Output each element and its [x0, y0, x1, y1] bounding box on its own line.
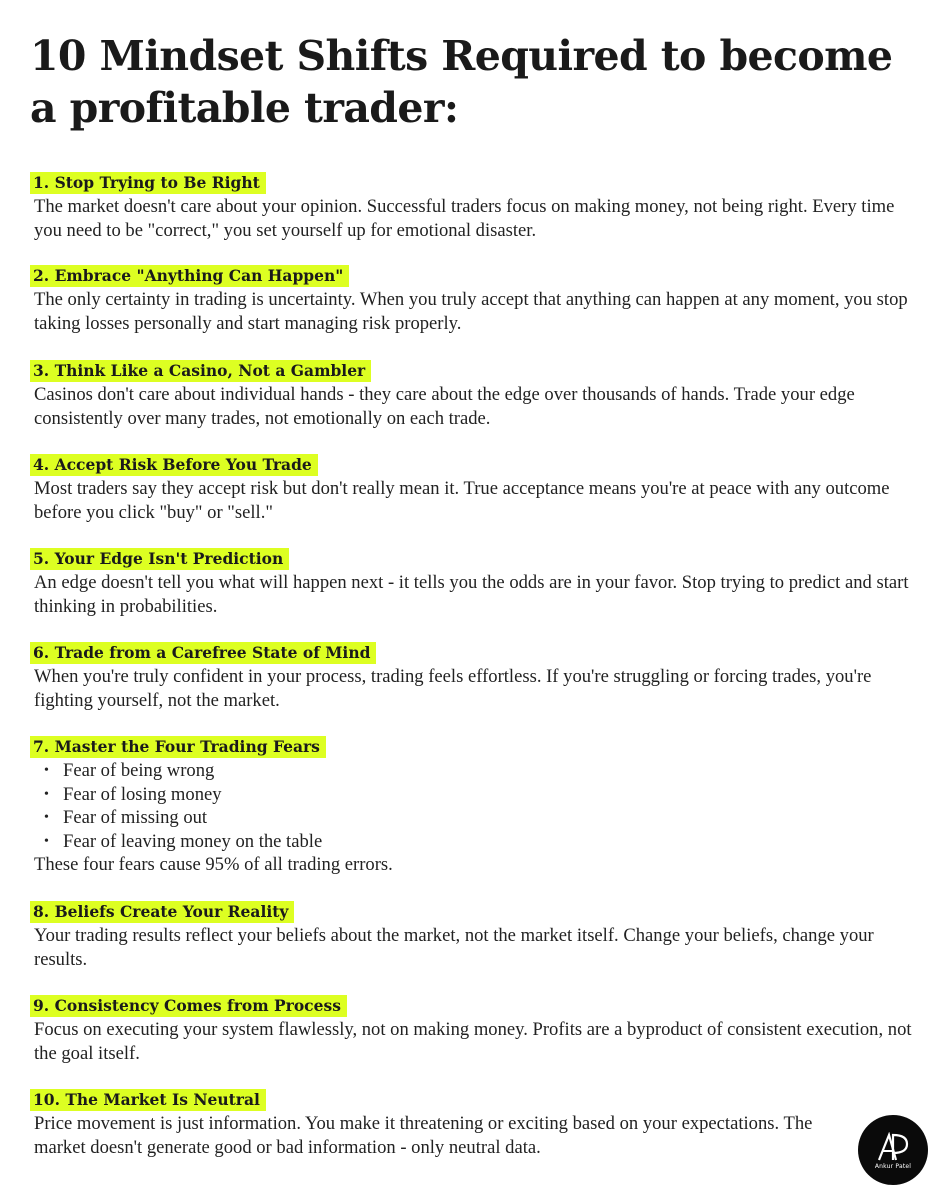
ap-monogram-icon [876, 1132, 910, 1162]
section-4 [34, 454, 924, 524]
section-heading: 4. Accept Risk Before You Trade [30, 454, 318, 476]
section-heading: 2. Embrace "Anything Can Happen" [30, 265, 349, 287]
section-5 [34, 548, 924, 618]
bullet-icon: • [44, 833, 49, 849]
section-body: Price movement is just information. You make it threatening or exciting based on your expectations. The market doesn't generate good or bad information - only neutral data. [34, 1113, 813, 1158]
section-heading: 1. Stop Trying to Be Right [30, 172, 266, 194]
section-1 [34, 172, 924, 242]
section-body: Focus on executing your system flawlessly, not on making money. Profits are a byproduct of consistent execution, not the goal itself. [34, 1019, 912, 1064]
section-body: Casinos don't care about individual hands - they care about the edge over thousands of hands. Trade your edge consistently over many trades, not emotionally on each trade. [34, 384, 855, 429]
section-heading: 10. The Market Is Neutral [30, 1089, 266, 1111]
bullet-icon: • [44, 786, 49, 802]
section-body: The market doesn't care about your opinion. Successful traders focus on making money, not being right. Every time you need to be "correct," you set yourself up for emotional disaster. [34, 196, 895, 241]
section-body: When you're truly confident in your process, trading feels effortless. If you're struggling or forcing trades, you're fighting yourself, not the market. [34, 666, 872, 711]
section-heading: 7. Master the Four Trading Fears [30, 736, 326, 758]
list-item-text: Fear of leaving money on the table [63, 830, 323, 852]
section-heading: 3. Think Like a Casino, Not a Gambler [30, 360, 371, 382]
page-title: 10 Mindset Shifts Required to become a profitable trader: [30, 32, 893, 132]
section-9 [34, 995, 924, 1065]
section-heading: 5. Your Edge Isn't Prediction [30, 548, 289, 570]
section-body: The only certainty in trading is uncertainty. When you truly accept that anything can happen at any moment, you stop taking losses personally and start managing risk properly. [34, 289, 908, 334]
list-item [34, 830, 924, 854]
section-6 [34, 642, 924, 712]
list-item-text: Fear of losing money [63, 783, 222, 805]
logo-caption: Ankur Patel [874, 1163, 912, 1170]
author-logo [858, 1115, 928, 1185]
section-7 [34, 736, 924, 877]
section-heading: 6. Trade from a Carefree State of Mind [30, 642, 376, 664]
section-heading: 9. Consistency Comes from Process [30, 995, 347, 1017]
section-3 [34, 360, 924, 430]
bullet-icon: • [44, 810, 49, 825]
fears-list [34, 759, 924, 853]
section-2 [34, 265, 924, 335]
list-item-text: Fear of missing out [63, 807, 208, 828]
section-body: Your trading results reflect your beliefs about the market, not the market itself. Change your beliefs, change your results. [34, 925, 874, 970]
section-10 [34, 1089, 844, 1159]
list-item-text: Fear of being wrong [63, 760, 215, 781]
list-item [34, 759, 924, 783]
bullet-icon: • [44, 763, 49, 778]
section-body: Most traders say they accept risk but don't really mean it. True acceptance means you're at peace with any outcome before you click "buy" or "sell." [34, 478, 890, 523]
list-item [34, 783, 924, 807]
section-body: These four fears cause 95% of all trading errors. [34, 854, 393, 875]
section-heading: 8. Beliefs Create Your Reality [30, 901, 294, 923]
section-8 [34, 901, 924, 971]
section-body: An edge doesn't tell you what will happen next - it tells you the odds are in your favor. Stop trying to predict and start thinking in probabilities. [34, 572, 909, 617]
list-item [34, 806, 924, 830]
